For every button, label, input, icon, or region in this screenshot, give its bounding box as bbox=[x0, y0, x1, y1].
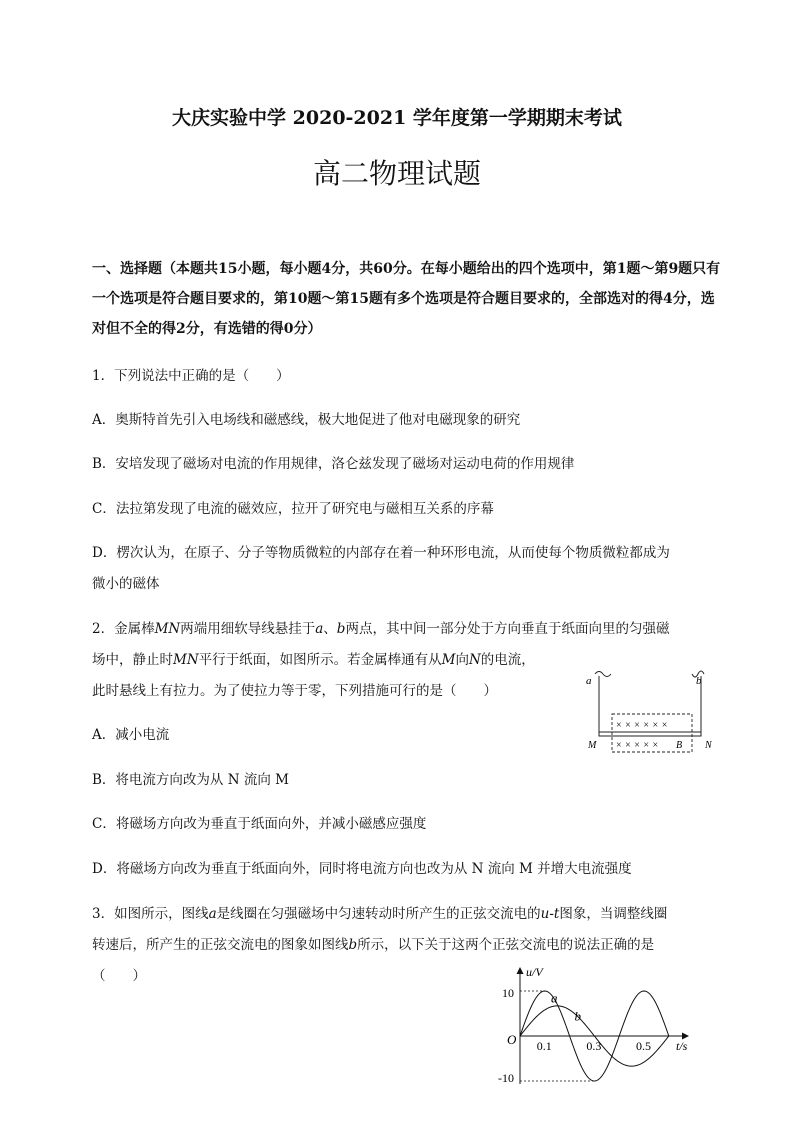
q2-option-c: C．将磁场方向改为垂直于纸面向外，并减小磁感应强度 bbox=[92, 816, 427, 832]
q1-stem: 1．下列说法中正确的是（ ） bbox=[92, 368, 290, 384]
q1-option-a: A．奥斯特首先引入电场线和磁感线，极大地促进了他对电磁现象的研究 bbox=[92, 412, 521, 428]
q2-stem-line-1: 2．金属棒MN两端用细软导线悬挂于a、b两点，其中间一部分处于方向垂直于纸面向里的匀强磁 bbox=[92, 621, 670, 637]
q2-rod-figure bbox=[580, 666, 720, 754]
section-instructions-line-2: 一个选项是符合题目要求的，第10题～第15题有多个选项是符合题目要求的，全部选对的得4分，选 bbox=[92, 291, 715, 307]
q2-option-b: B．将电流方向改为从 N 流向 M bbox=[92, 772, 289, 788]
field-row-2: × × × × × bbox=[616, 740, 659, 751]
label-N: N bbox=[705, 740, 712, 751]
q2-option-d: D．将磁场方向改为垂直于纸面向外，同时将电流方向也改为从 N 流向 M 并增大电流强度 bbox=[92, 861, 632, 877]
exam-title: 大庆实验中学 2020-2021 学年度第一学期期末考试 bbox=[172, 107, 622, 129]
origin-label: O bbox=[507, 1032, 517, 1047]
q1-option-d-line-1: D．楞次认为，在原子、分子等物质微粒的内部存在着一种环形电流，从而使每个物质微粒都成为 bbox=[92, 545, 670, 561]
series-b-label: b bbox=[574, 1008, 582, 1024]
q2-stem-line-3: 此时悬线上有拉力。为了使拉力等于零，下列措施可行的是（ ） bbox=[92, 683, 497, 699]
q1-option-d-line-2: 微小的磁体 bbox=[92, 576, 160, 592]
label-B: B bbox=[676, 740, 683, 751]
series-a-label: a bbox=[551, 990, 558, 1006]
q2-stem-line-2: 场中，静止时MN平行于纸面，如图所示。若金属棒通有从M向N的电流， bbox=[92, 652, 535, 668]
x-tick-label-0-1: 0.1 bbox=[536, 1039, 552, 1053]
x-tick-label-0-5: 0.5 bbox=[636, 1039, 651, 1053]
subject-title: 高二物理试题 bbox=[312, 157, 481, 190]
q1-option-b: B．安培发现了磁场对电流的作用规律，洛仑兹发现了磁场对运动电荷的作用规律 bbox=[92, 456, 575, 472]
label-M: M bbox=[588, 740, 597, 751]
x-tick-label-0-3: 0.3 bbox=[586, 1039, 602, 1053]
q2-option-a: A．减小电流 bbox=[92, 727, 170, 743]
q1-option-c: C．法拉第发现了电流的磁效应，拉开了研究电与磁相互关系的序幕 bbox=[92, 501, 494, 517]
left-anchor-coil bbox=[595, 672, 611, 677]
q3-ut-chart bbox=[488, 962, 696, 1090]
q3-stem-line-3: （ ） bbox=[92, 968, 146, 984]
field-row-1: × × × × × × bbox=[616, 720, 668, 731]
metal-rod bbox=[599, 732, 701, 736]
q3-stem-line-1: 3．如图所示，图线a是线圈在匀强磁场中匀速转动时所产生的正弦交流电的u-t图象，当调整线圈 bbox=[92, 906, 668, 922]
x-axis-label: t/s bbox=[676, 1039, 688, 1053]
y-axis-label: u/V bbox=[526, 965, 543, 979]
label-a: a bbox=[586, 675, 592, 687]
y-tick-label-top: 10 bbox=[502, 986, 514, 1000]
q3-stem-line-2: 转速后，所产生的正弦交流电的图象如图线b所示，以下关于这两个正弦交流电的说法正确的是 bbox=[92, 937, 655, 953]
y-tick-label-bottom: -10 bbox=[498, 1071, 514, 1085]
label-b: b bbox=[696, 675, 702, 687]
section-instructions-line-1: 一、选择题（本题共15小题，每小题4分，共60分。在每小题给出的四个选项中，第1题～第9题只有 bbox=[92, 261, 721, 277]
section-instructions-line-3: 对但不全的得2分，有选错的得0分） bbox=[92, 321, 322, 337]
